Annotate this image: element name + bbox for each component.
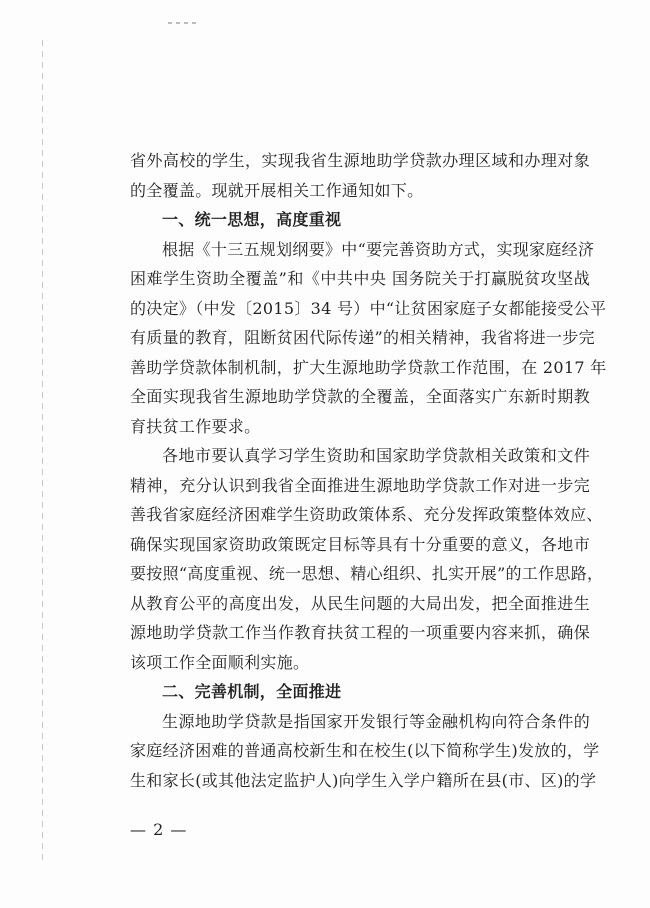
- paragraph-line: 的决定》（中发〔2015〕34 号）中“让贫困家庭子女都能接受公平: [130, 298, 607, 318]
- paragraph-line: 善我省家庭经济困难学生资助政策体系、充分发挥政策整体效应、: [130, 505, 603, 524]
- intro-line: 省外高校的学生，实现我省生源地助学贷款办理区域和办理对象: [130, 151, 590, 170]
- scan-mark: [168, 22, 196, 24]
- section-heading-2: 二、完善机制，全面推进: [162, 682, 342, 701]
- paragraph-line: 生和家长(或其他法定监护人)向学生入学户籍所在县(市、区)的学: [130, 770, 597, 790]
- page-number: — 2 —: [130, 820, 188, 839]
- paragraph-line: 从教育公平的高度出发，从民生问题的大局出发，把全面推进生: [130, 593, 590, 613]
- paragraph-line: 要按照“高度重视、统一思想、精心组织、扎实开展”的工作思路，: [130, 564, 604, 583]
- paragraph-line: 各地市要认真学习学生资助和国家助学贷款相关政策和文件: [162, 446, 590, 465]
- paragraph-line: 生源地助学贷款是指国家开发银行等金融机构向符合条件的: [162, 711, 590, 731]
- document-body: [130, 146, 607, 795]
- paragraph-line: 精神，充分认识到我省全面推进生源地助学贷款工作对进一步完: [130, 475, 590, 495]
- binding-margin-line: [42, 40, 43, 860]
- paragraph-line: 育扶贫工作要求。: [130, 416, 261, 436]
- section-heading-1: 一、统一思想，高度重视: [162, 210, 342, 229]
- paragraph-line: 全面实现我省生源地助学贷款的全覆盖，全面落实广东新时期教: [130, 387, 590, 406]
- paragraph-line: 根据《十三五规划纲要》中“要完善资助方式，实现家庭经济: [162, 239, 595, 259]
- intro-line: 的全覆盖。现就开展相关工作通知如下。: [130, 180, 424, 200]
- paragraph-line: 确保实现国家资助政策既定目标等具有十分重要的意义，各地市: [130, 534, 590, 554]
- paragraph-line: 该项工作全面顺利实施。: [130, 652, 310, 672]
- paragraph-line: 困难学生资助全覆盖”和《中共中央 国务院关于打赢脱贫攻坚战: [130, 269, 590, 288]
- paragraph-line: 善助学贷款体制机制，扩大生源地助学贷款工作范围，在 2017 年: [130, 357, 607, 377]
- paragraph-line: 家庭经济困难的普通高校新生和在校生(以下简称学生)发放的，学: [130, 741, 600, 760]
- paragraph-line: 有质量的教育，阻断贫困代际传递”的相关精神，我省将进一步完: [130, 328, 595, 347]
- paragraph-line: 源地助学贷款工作当作教育扶贫工程的一项重要内容来抓，确保: [130, 623, 590, 642]
